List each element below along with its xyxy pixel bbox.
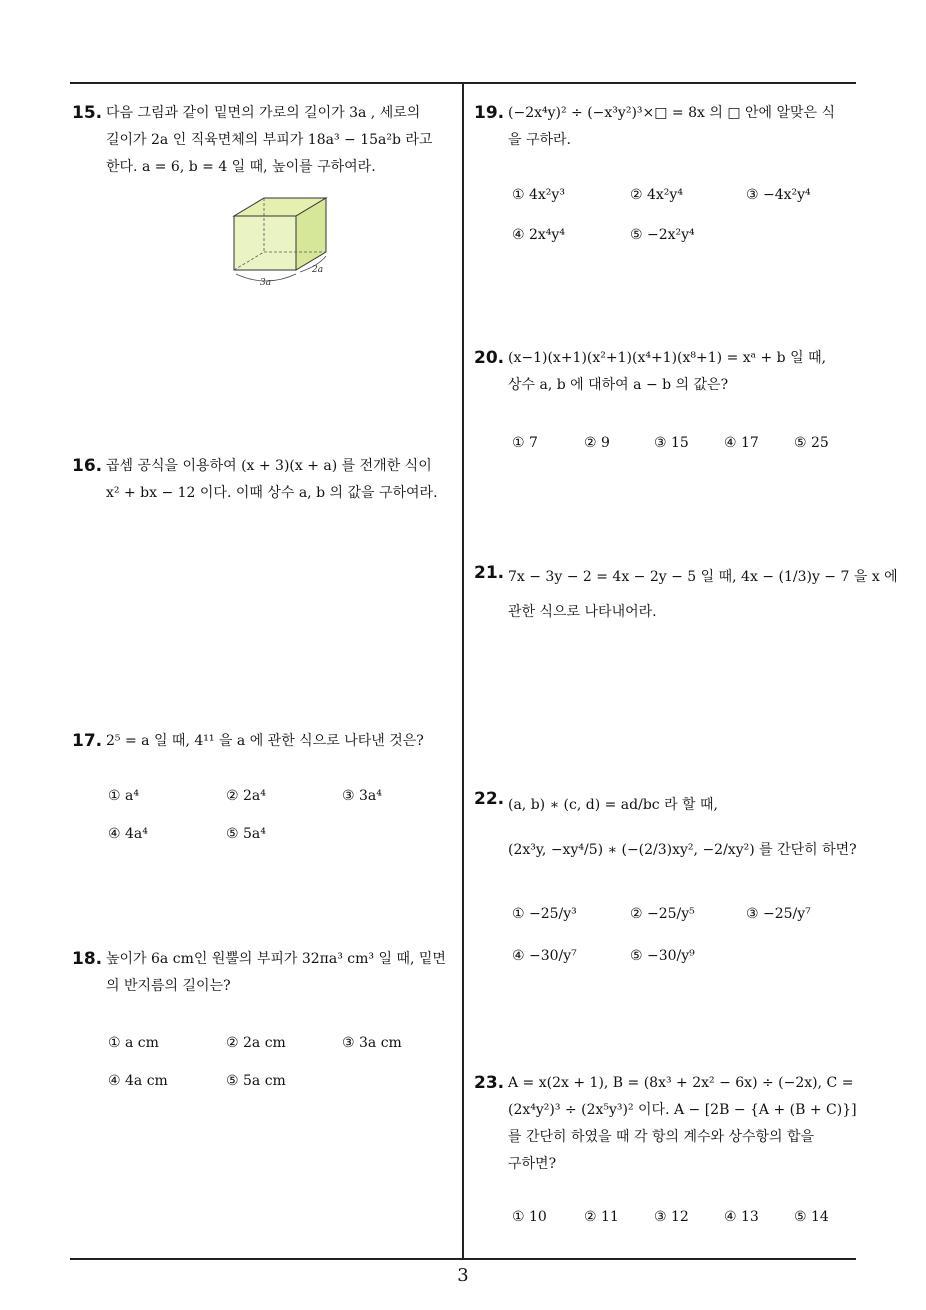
option-4[interactable]: ④ 17 bbox=[724, 435, 759, 451]
question-16 bbox=[72, 453, 460, 507]
question-text-line: 7x − 3y − 2 = 4x − 2y − 5 일 때, 4x − (1/3)y − 7 을 x 에 bbox=[508, 569, 898, 585]
option-2[interactable]: ② 4x²y⁴ bbox=[630, 187, 683, 203]
option-4[interactable]: ④ 2x⁴y⁴ bbox=[512, 227, 565, 243]
option-3[interactable]: ③ −4x²y⁴ bbox=[746, 187, 811, 203]
question-text-line: 높이가 6a cm인 원뿔의 부피가 32πa³ cm³ 일 때, 밑면 bbox=[106, 951, 446, 967]
figure-label-width: 3a bbox=[260, 278, 272, 288]
question-number: 23. bbox=[474, 1073, 505, 1093]
question-21 bbox=[474, 560, 898, 626]
page-number: 3 bbox=[457, 1265, 469, 1286]
question-text-line: 길이가 2a 인 직육면체의 부피가 18a³ − 15a²b 라고 bbox=[106, 132, 433, 148]
figure-label-depth: 2a bbox=[312, 265, 324, 275]
question-number: 22. bbox=[474, 789, 505, 809]
question-text-line: 상수 a, b 에 대하여 a − b 의 값은? bbox=[508, 377, 729, 393]
option-5[interactable]: ⑤ −2x²y⁴ bbox=[630, 227, 695, 243]
option-3[interactable]: ③ 12 bbox=[654, 1209, 689, 1225]
options-20 bbox=[512, 435, 852, 459]
question-text-line: 의 반지름의 길이는? bbox=[106, 978, 231, 994]
column-divider bbox=[462, 82, 464, 1259]
question-19 bbox=[474, 100, 864, 154]
option-2[interactable]: ② 11 bbox=[584, 1209, 619, 1225]
question-number: 17. bbox=[72, 731, 103, 751]
option-5[interactable]: ⑤ −30/y⁹ bbox=[630, 948, 695, 964]
option-3[interactable]: ③ −25/y⁷ bbox=[746, 906, 811, 922]
options-22 bbox=[512, 906, 852, 976]
question-number: 18. bbox=[72, 949, 103, 969]
option-3[interactable]: ③ 3a⁴ bbox=[342, 788, 382, 804]
question-text-line: (x−1)(x+1)(x²+1)(x⁴+1)(x⁸+1) = xᵃ + b 일 때, bbox=[508, 350, 827, 366]
question-text-line: 관한 식으로 나타내어라. bbox=[508, 604, 657, 620]
question-number: 19. bbox=[474, 103, 505, 123]
question-number: 21. bbox=[474, 563, 505, 583]
option-2[interactable]: ② −25/y⁵ bbox=[630, 906, 695, 922]
options-17 bbox=[108, 788, 458, 848]
option-4[interactable]: ④ 4a cm bbox=[108, 1073, 168, 1089]
option-3[interactable]: ③ 15 bbox=[654, 435, 689, 451]
option-5[interactable]: ⑤ 5a⁴ bbox=[226, 826, 266, 842]
question-text-line: 한다. a = 6, b = 4 일 때, 높이를 구하여라. bbox=[106, 159, 376, 175]
option-4[interactable]: ④ 4a⁴ bbox=[108, 826, 148, 842]
question-text-line: 을 구하라. bbox=[508, 132, 571, 148]
cuboid-figure bbox=[226, 194, 336, 290]
option-2[interactable]: ② 9 bbox=[584, 435, 610, 451]
question-text-line: (a, b) ∗ (c, d) = ad/bc 라 할 때, bbox=[508, 797, 719, 813]
question-text-line: (2x³y, −xy⁴/5) ∗ (−(2/3)xy², −2/xy²) 를 간단히 하면? bbox=[508, 842, 857, 858]
question-text-line: x² + bx − 12 이다. 이때 상수 a, b 의 값을 구하여라. bbox=[106, 485, 438, 501]
option-1[interactable]: ① 7 bbox=[512, 435, 538, 451]
option-4[interactable]: ④ 13 bbox=[724, 1209, 759, 1225]
question-text-line: (2x⁴y²)³ ÷ (2x⁵y³)² 이다. A − [2B − {A + (B + C)}] bbox=[508, 1102, 857, 1118]
question-20 bbox=[474, 345, 864, 399]
question-text-line: 를 간단히 하였을 때 각 항의 계수와 상수항의 합을 bbox=[508, 1129, 815, 1145]
question-text-line: 2⁵ = a 일 때, 4¹¹ 을 a 에 관한 식으로 나타낸 것은? bbox=[106, 733, 424, 749]
option-1[interactable]: ① 4x²y³ bbox=[512, 187, 565, 203]
option-1[interactable]: ① −25/y³ bbox=[512, 906, 577, 922]
question-text-line: 곱셈 공식을 이용하여 (x + 3)(x + a) 를 전개한 식이 bbox=[106, 458, 432, 474]
option-1[interactable]: ① a⁴ bbox=[108, 788, 139, 804]
option-5[interactable]: ⑤ 25 bbox=[794, 435, 829, 451]
option-5[interactable]: ⑤ 5a cm bbox=[226, 1073, 286, 1089]
question-18 bbox=[72, 946, 460, 1000]
question-22 bbox=[474, 786, 864, 864]
option-3[interactable]: ③ 3a cm bbox=[342, 1035, 402, 1051]
question-23 bbox=[474, 1070, 864, 1178]
question-text-line: 구하면? bbox=[508, 1156, 557, 1172]
option-1[interactable]: ① a cm bbox=[108, 1035, 159, 1051]
question-number: 20. bbox=[474, 348, 505, 368]
options-18 bbox=[108, 1035, 458, 1095]
option-2[interactable]: ② 2a⁴ bbox=[226, 788, 266, 804]
option-1[interactable]: ① 10 bbox=[512, 1209, 547, 1225]
option-5[interactable]: ⑤ 14 bbox=[794, 1209, 829, 1225]
question-text-line: 다음 그림과 같이 밑면의 가로의 길이가 3a , 세로의 bbox=[106, 105, 421, 121]
option-4[interactable]: ④ −30/y⁷ bbox=[512, 948, 577, 964]
question-number: 16. bbox=[72, 456, 103, 476]
option-2[interactable]: ② 2a cm bbox=[226, 1035, 286, 1051]
options-23 bbox=[512, 1209, 852, 1233]
question-text-line: (−2x⁴y)² ÷ (−x³y²)³×□ = 8x 의 □ 안에 알맞은 식 bbox=[508, 105, 836, 121]
bottom-rule bbox=[70, 1258, 856, 1260]
options-19 bbox=[512, 187, 852, 247]
question-number: 15. bbox=[72, 103, 103, 123]
question-15 bbox=[72, 100, 460, 181]
question-17 bbox=[72, 728, 460, 755]
question-text-line: A = x(2x + 1), B = (8x³ + 2x² − 6x) ÷ (−2x), C = bbox=[508, 1075, 854, 1091]
